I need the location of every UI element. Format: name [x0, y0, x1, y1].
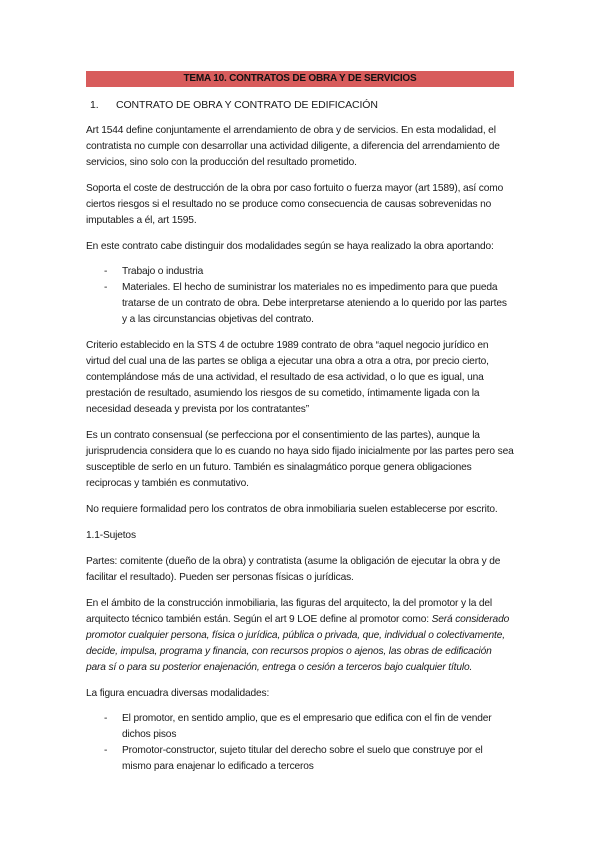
promotor-modalities-list	[86, 711, 514, 775]
paragraph-6: No requiere formalidad pero los contratos de obra inmobiliaria suelen establecerse por escrito.	[86, 504, 498, 515]
list-item	[86, 280, 514, 328]
dash-marker: -	[104, 713, 108, 724]
paragraph-7: Partes: comitente (dueño de la obra) y contratista (asume la obligación de ejecutar la obra y de facilitar el resultado). Pueden ser personas físicas o jurídicas.	[86, 556, 501, 583]
paragraph-9: La figura encuadra diversas modalidades:	[86, 688, 270, 699]
subsection-heading: 1.1-Sujetos	[86, 530, 136, 541]
paragraph-5: Es un contrato consensual (se perfecciona por el consentimiento de las partes), aunque la jurisprudencia considera que lo es cuando no haya sido fijado inicialmente por las partes pero sea susceptible de serlo en un futuro. También es sinalagmático porque genera obligaciones reciprocas y también es conmutativo.	[86, 430, 514, 489]
list-item	[86, 711, 514, 743]
paragraph-4: Criterio establecido en la STS 4 de octubre 1989 contrato de obra “aquel negocio jurídico en virtud del cual una de las partes se obliga a ejecutar una obra a otra a otra, por precio cierto, contemplándose más de una actividad, el resultado de esa actividad, o lo que es igual, una prestación de resultado, asumiendo los riesgos de su cometido, íntimamente ligada con la necesidad deseada y prevista por los contratantes”	[86, 340, 489, 415]
list-item-text: El promotor, en sentido amplio, que es el empresario que edifica con el fin de vender dichos pisos	[122, 713, 492, 740]
dash-marker: -	[104, 266, 108, 277]
paragraph-8-text: En el ámbito de la construcción inmobiliaria, las figuras del arquitecto, la del promotor y la del arquitecto técnico también están. Según el art 9 LOE define al promotor como:	[86, 598, 493, 625]
section-number: 1.	[90, 99, 99, 111]
section-title: CONTRATO DE OBRA Y CONTRATO DE EDIFICACIÓN	[116, 99, 378, 111]
paragraph-8	[86, 596, 514, 676]
paragraph-2: Soporta el coste de destrucción de la obra por caso fortuito o fuerza mayor (art 1589), así como ciertos riesgos si el resultado no se produce como consecuencia de causas sobrevenidas no imputables a él, art 1595.	[86, 183, 504, 226]
dash-marker: -	[104, 282, 108, 293]
list-item	[86, 743, 514, 775]
dash-marker: -	[104, 745, 108, 756]
section-heading	[90, 99, 514, 111]
list-item-text: Materiales. El hecho de suministrar los materiales no es impedimento para que pueda tratarse de un contrato de obra. Debe interpretarse ateniendo a lo querido por las partes y a las circunstancias objetivas del contrato.	[122, 282, 507, 325]
paragraph-1: Art 1544 define conjuntamente el arrendamiento de obra y de servicios. En esta modalidad, el contratista no cumple con desarrollar una actividad diligente, a diferencia del arrendamiento de servicios, sino solo con la producción del resultado prometido.	[86, 125, 500, 168]
promotor-definition-quote: Será considerado promotor cualquier persona, física o jurídica, pública o privada, que, individual o colectivamente, decide, impulsa, programa y financia, con recursos propios o ajenos, las obras de edificación para sí o para su posterior enajenación, entrega o cesión a terceros bajo cualquier título.	[86, 614, 510, 673]
list-item-text: Promotor-constructor, sujeto titular del derecho sobre el suelo que construye por el mismo para enajenar lo edificado a terceros	[122, 745, 483, 772]
list-item	[86, 264, 514, 280]
modalities-list	[86, 264, 514, 328]
list-item-text: Trabajo o industria	[122, 266, 204, 277]
chapter-title-banner: TEMA 10. CONTRATOS DE OBRA Y DE SERVICIOS	[86, 71, 514, 87]
paragraph-3: En este contrato cabe distinguir dos modalidades según se haya realizado la obra aportando:	[86, 241, 494, 252]
